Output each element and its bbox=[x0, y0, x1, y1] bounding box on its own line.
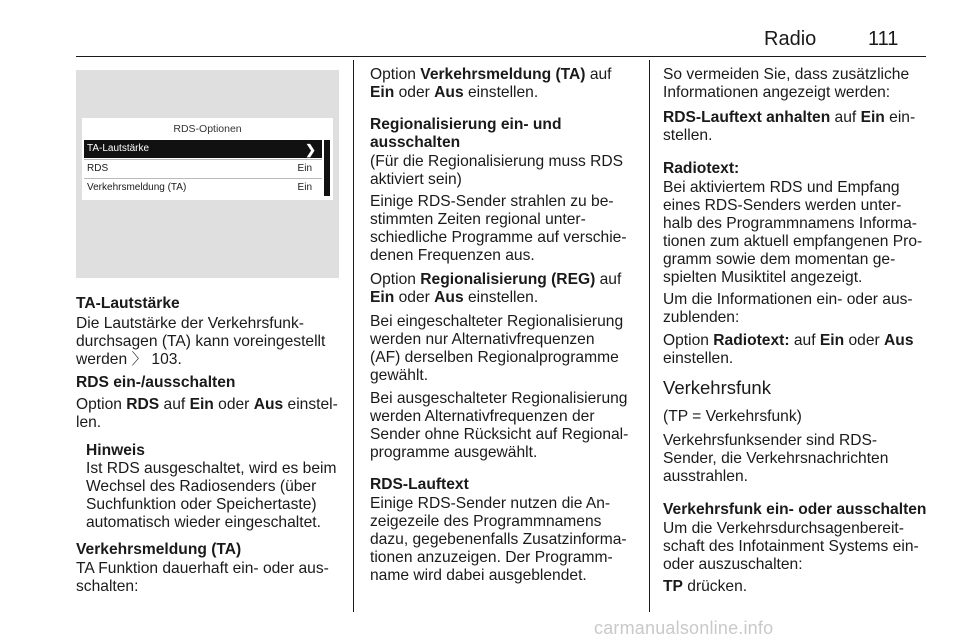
paragraph-radiotext-option: Option Radiotext: auf Ein oder Aus einstellen. bbox=[663, 332, 914, 367]
heading-rds: RDS ein-/ausschalten bbox=[76, 374, 236, 391]
paragraph-ta-volume: Die Lautstärke der Verkehrsfunk- durchsagen (TA) kann voreingestellt werden 〉 103. bbox=[76, 315, 326, 368]
rds-options-screen-figure bbox=[76, 70, 339, 278]
paragraph-press-tp: TP drücken. bbox=[663, 578, 748, 595]
paragraph-reg-off: Bei ausgeschalteter Regionalisierung werden Alternativfrequenzen der Sender ohne Rücksicht auf Regional- programme ausgewählt. bbox=[370, 390, 629, 461]
arrow-ref-icon: 〉 bbox=[131, 351, 148, 368]
heading-traffic-toggle: Verkehrsfunk ein- oder ausschalten bbox=[663, 501, 927, 518]
footer-watermark: carmanualsonline.info bbox=[594, 618, 774, 638]
tp-definition: (TP = Verkehrsfunk) bbox=[663, 408, 802, 425]
paragraph-rds: Option RDS auf Ein oder Aus einstel- len. bbox=[76, 396, 338, 431]
paragraph-traffic-option: Option Verkehrsmeldung (TA) auf Ein oder Aus einstellen. bbox=[370, 66, 612, 101]
heading-traffic-report: Verkehrsmeldung (TA) bbox=[76, 541, 242, 558]
heading-traffic-program: Verkehrsfunk bbox=[663, 377, 771, 398]
column-divider bbox=[353, 60, 354, 612]
paragraph-regionalization-note: (Für die Regionalisierung muss RDS aktiviert sein) bbox=[370, 153, 624, 188]
screen-title: RDS-Optionen bbox=[173, 123, 242, 135]
chevron-right-icon: ❯ bbox=[305, 142, 316, 157]
paragraph-traffic-report: TA Funktion dauerhaft ein- oder aus- schalten: bbox=[76, 560, 329, 595]
paragraph-rds-text: Einige RDS-Sender nutzen die An- zeigezeile des Programmnamens dazu, gegebenenfalls Zusatzinforma- tionen anzuzeigen. Der Programm- name wird dabei ausgeblendet. bbox=[370, 495, 627, 584]
paragraph-avoid-info: So vermeiden Sie, dass zusätzliche Informationen angezeigt werden: bbox=[663, 66, 910, 101]
paragraph-stop-text: RDS-Lauftext anhalten auf Ein ein- stellen. bbox=[663, 109, 916, 144]
heading-radiotext: Radiotext: bbox=[663, 160, 740, 177]
column-divider bbox=[649, 60, 650, 612]
paragraph-toggle-info: Um die Informationen ein- oder aus- zublenden: bbox=[663, 291, 913, 326]
paragraph-traffic-toggle: Um die Verkehrsdurchsagenbereit- schaft des Infotainment Systems ein- oder auszuschalten: bbox=[663, 520, 919, 573]
screen-scrollbar bbox=[324, 140, 330, 196]
paragraph-traffic-stations: Verkehrsfunksender sind RDS- Sender, die Verkehrsnachrichten ausstrahlen. bbox=[663, 432, 889, 485]
paragraph-reg-on: Bei eingeschalteter Regionalisierung werden nur Alternativfrequenzen (AF) derselben Regionalprogramme gewählt. bbox=[370, 313, 624, 384]
screen-row-rds: RDS Ein bbox=[87, 163, 312, 174]
hint-box: Hinweis Ist RDS ausgeschaltet, wird es beim Wechsel des Radiosenders (über Suchfunktion oder Speichertaste) automatisch wieder eingeschaltet. bbox=[86, 442, 337, 531]
heading-regionalization: Regionalisierung ein- und ausschalten bbox=[370, 116, 562, 151]
paragraph-regional-broadcast: Einige RDS-Sender strahlen zu be- stimmten Zeiten regional unter- schiedliche Programme auf verschie- denen Frequenzen aus. bbox=[370, 193, 627, 264]
header-rule bbox=[76, 56, 926, 57]
heading-rds-text: RDS-Lauftext bbox=[370, 476, 469, 493]
section-title: Radio bbox=[764, 28, 817, 50]
hint-heading: Hinweis bbox=[86, 442, 145, 459]
page-number: 111 bbox=[868, 28, 899, 50]
paragraph-radiotext: Bei aktiviertem RDS und Empfang eines RDS-Senders werden unter- halb des Programmnamens Informa- tionen zum aktuell empfangenen Pro- gramm sowie dem momentan ge- spielten Musiktitel angezeigt. bbox=[663, 179, 923, 286]
screen-row-traffic: Verkehrsmeldung (TA) Ein bbox=[87, 182, 312, 193]
heading-ta-volume: TA-Lautstärke bbox=[76, 295, 180, 312]
paragraph-reg-option: Option Regionalisierung (REG) auf Ein oder Aus einstellen. bbox=[370, 271, 622, 306]
screen-display bbox=[82, 118, 333, 200]
screen-row-ta-volume: TA-Lautstärke ❯ bbox=[84, 140, 322, 158]
